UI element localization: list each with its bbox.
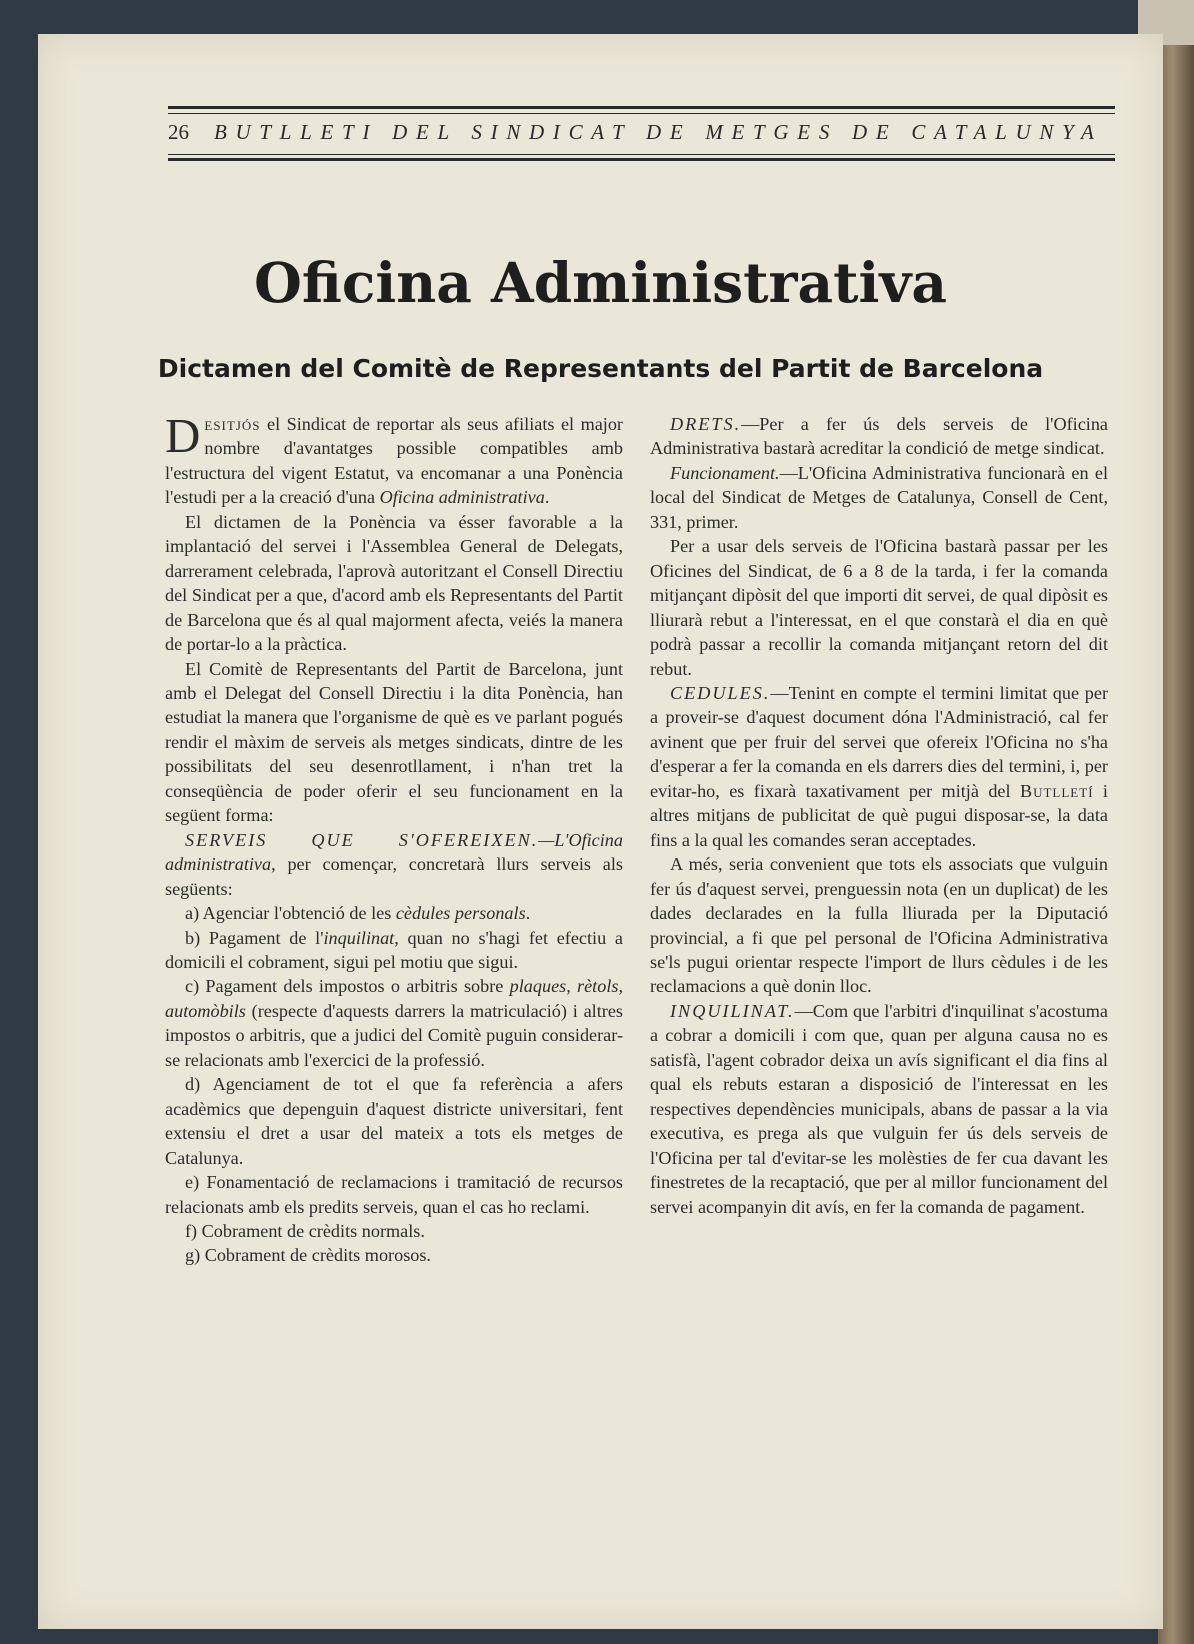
header-rule-bottom-thin (168, 154, 1115, 155)
section-heading: Funcionament. (670, 462, 780, 483)
funcionament-paragraph: Funcionament.—L'Oficina Administrativa funcionarà en el local del Sindicat de Metges de Catalunya, Consell de Cent, 331, primer. (650, 462, 1108, 532)
section-heading: SERVEIS QUE S'OFEREIXEN. (185, 829, 539, 850)
intro-paragraph: Desitjós el Sindicat de reportar als seus afiliats el major nombre d'avantatges possible compatibles amb l'estructura del vigent Estatut, va encomanar a una Ponència l'estudi per a la creació d'una Oficina administrativa. (165, 408, 623, 508)
paragraph: Per a usar dels serveis de l'Oficina bastarà passar per les Oficines del Sindicat, de 6 a 8 de la tarda, i fer la comanda mitjançant dipòsit del que importi dit servei, de qual dipòsit es lliurarà rebut a l'interessat, en el que constarà el dia en què podrà passar a recollir la comanda mitjançant retorn del dit rebut. (650, 536, 1108, 679)
cedules-paragraph: CEDULES.—Tenint en compte el termini limitat que per a proveir-se d'aquest document dóna l'Administració, cal fer avinent que per fruir del servei que ofereix l'Oficina no s'ha d'esperar a fer la comanda en els darrers dies del termini, i, per evitar-ho, es fixarà taxativament per mitjà del Butlletí i altres mitjans de publicitat de què pugui disposar-se, la data fins a la qual les comandes seran acceptades. (650, 682, 1108, 850)
header-rule-bottom-thick (168, 158, 1115, 161)
list-item: c) Pagament dels impostos o arbitris sobre plaques, rètols, automòbils (respecte d'aquests darrers la matriculació) i altres impostos o arbitris, que a judici del Comitè puguin considerar-se relacionats amb l'exercici de la professió. (165, 976, 623, 1070)
journal-title: BUTLLETI DEL SINDICAT DE METGES DE CATALUNYA (214, 120, 1103, 144)
left-column (165, 408, 623, 1268)
paragraph: A més, seria convenient que tots els associats que vulguin fer ús d'aquest servei, prenguessin nota (en un duplicat) de les dades declarades en la fulla lliurada per la Diputació provincial, a fi que pel personal de l'Oficina Administrativa se'ls pugui orientar respecte l'import de llurs cèdules i de les reclamacions a què donin lloc. (650, 854, 1108, 997)
section-heading: CEDULES. (670, 682, 771, 703)
list-item: d) Agenciament de tot el que fa referència a afers acadèmics que depenguin d'aquest districte universitari, fent extensiu el dret a usar del mateix a tots els metges de Catalunya. (165, 1074, 623, 1168)
services-paragraph: SERVEIS QUE S'OFEREIXEN.—L'Oficina administrativa, per començar, concretarà llurs serveis als següents: (165, 829, 623, 899)
section-heading: INQUILINAT. (670, 1000, 795, 1021)
running-header (168, 120, 1115, 150)
drop-cap: D (165, 408, 201, 463)
article-subtitle: Dictamen del Comitè de Representants del Partit de Barcelona (157, 354, 1044, 383)
header-rule-top-thin (168, 113, 1115, 114)
list-item: e) Fonamentació de reclamacions i tramitació de recursos relacionats amb els predits serveis, quan el cas ho reclami. (165, 1172, 623, 1217)
page-number: 26 (168, 120, 189, 144)
inquilinat-paragraph: INQUILINAT.—Com que l'arbitri d'inquilinat s'acostuma a cobrar a domicili i com que, quan per alguna causa no es satisfà, l'agent cobrador deixa un avís significant el dia fins al qual els rebuts estaran a disposició de l'interessat en les respectives dependències municipals, abans de passar a la via executiva, es prega als que vulguin fer ús dels serveis de l'Oficina per tal d'evitar-se les molèsties de fer cua davant les finestretes de la recaptació, que per al millor funcionament del servei acompanyin dit avís, en fer la comanda de pagament. (650, 1000, 1108, 1217)
right-column (650, 412, 1108, 1219)
paragraph: El dictamen de la Ponència va ésser favorable a la implantació del servei i l'Assemblea General de Delegats, darrerament celebrada, l'aprovà autoritzant el Consell Directiu del Sindicat per a que, d'acord amb els Representants del Partit de Barcelona que és al qual majorment afecta, veiés la manera de portar-lo a la pràctica. (165, 511, 623, 655)
paragraph: El Comitè de Representants del Partit de Barcelona, junt amb el Delegat del Consell Directiu i la dita Ponència, han estudiat la manera que l'organisme de què es ve parlant pogués rendir el màxim de serveis als metges sindicats, dintre de les possibilitats del seu desenrotllament, i n'han tret la conseqüència de poder oferir el seu funcionament en la següent forma: (165, 658, 623, 826)
section-heading: DRETS. (670, 414, 742, 434)
book-spine (1158, 45, 1194, 1644)
article-title: Oficina Administrativa (253, 250, 948, 315)
list-item: b) Pagament de l'inquilinat, quan no s'hagi fet efectiu a domicili el cobrament, sigui pel motiu que sigui. (165, 927, 623, 972)
header-rule-top-thick (168, 106, 1115, 109)
drets-paragraph: DRETS.—Per a fer ús dels serveis de l'Oficina Administrativa bastarà acreditar la condició de metge sindicat. (650, 414, 1108, 459)
list-item: a) Agenciar l'obtenció de les cèdules personals. (185, 903, 531, 924)
list-item: g) Cobrament de crèdits morosos. (185, 1245, 431, 1266)
list-item: f) Cobrament de crèdits normals. (185, 1220, 425, 1241)
